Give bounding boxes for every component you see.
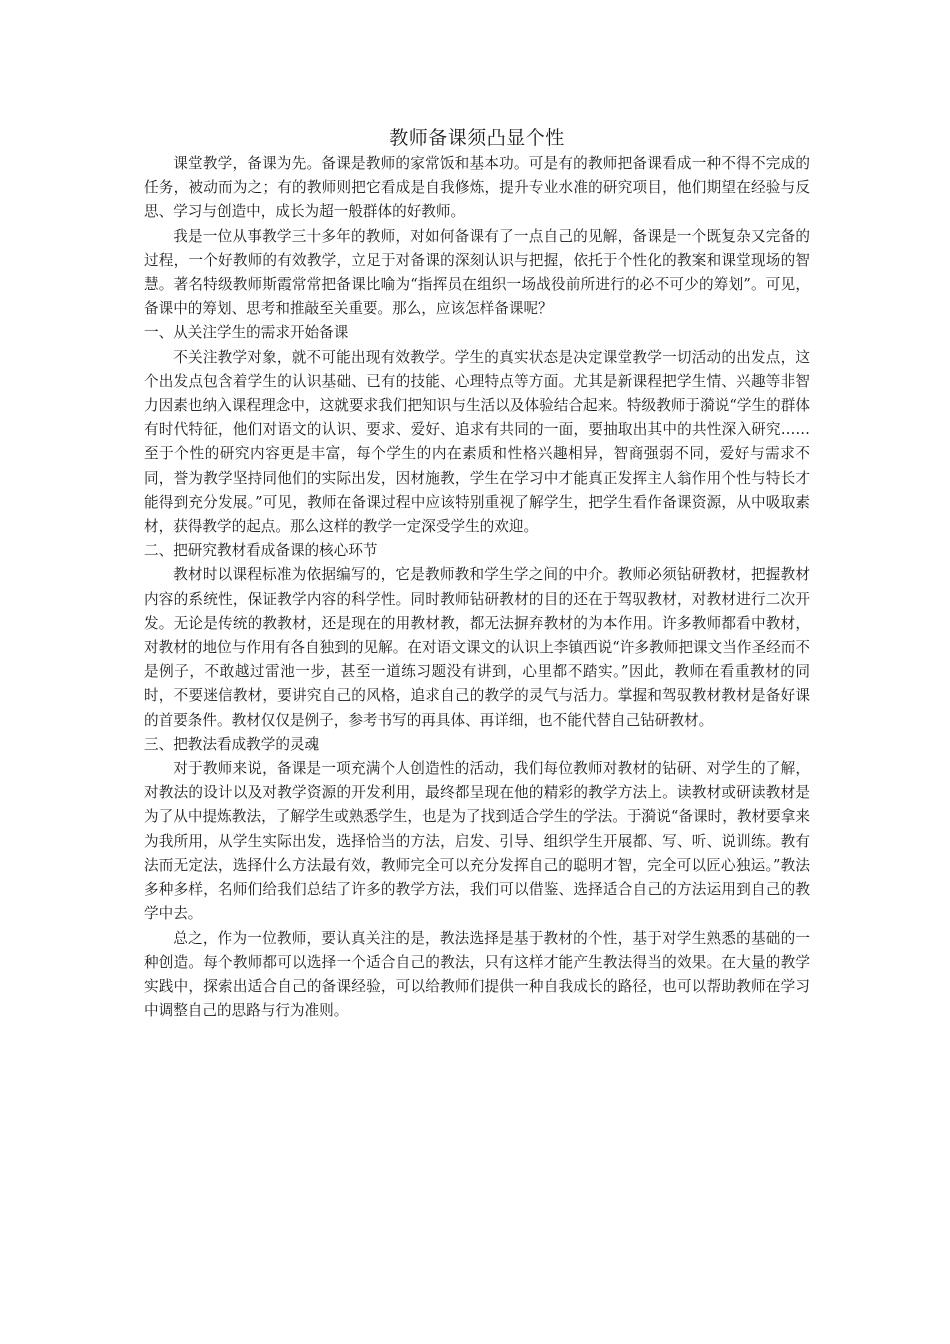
section-heading-3: 三、把教法看成教学的灵魂 [144, 735, 320, 753]
section-1-paragraph: 不关注教学对象，就不可能出现有效教学。学生的真实状态是决定课堂教学一切活动的出发点，这个出发点包含着学生的认识基础、已有的技能、心理特点等方面。尤其是新课程把学生情、兴趣等非智力因素也纳入课程理念中，这就要求我们把知识与生活以及体验结合起来。特级教师于漪说“学生的群体有时代特征，他们对语文的认识、要求、爱好、追求有共同的一面，要抽取出其中的共性深入研究……至于个性的研究内容更是丰富，每个学生的内在素质和性格兴趣相异，智商强弱不同，爱好与需求不同，誉为教学坚持同他们的实际出发，因材施教，学生在学习中才能真正发挥主人翁作用个性与特长才能得到充分发展。”可见，教师在备课过程中应该特别重视了解学生，把学生看作备课资源，从中吸取素材，获得教学的起点。那么这样的教学一定深受学生的欢迎。 [144, 348, 810, 536]
intro-paragraph-2: 我是一位从事教学三十多年的教师，对如何备课有了一点自己的见解，备课是一个既复杂又完备的过程，一个好教师的有效教学，立足于对备课的深刻认识与把握，依托于个性化的教案和课堂现场的智慧。著名特级教师斯霞常常把备课比喻为“指挥员在组织一场战役前所进行的必不可少的筹划”。可见，备课中的筹划、思考和推敲至关重要。那么，应该怎样备课呢？ [144, 227, 810, 318]
conclusion-paragraph: 总之，作为一位教师，要认真关注的是，教法选择是基于教材的个性，基于对学生熟悉的基础的一种创造。每个教师都可以选择一个适合自己的教法，只有这样才能产生教法得当的效果。在大量的教学实践中，探索出适合自己的备课经验，可以给教师们提供一种自我成长的路径，也可以帮助教师在学习中调整自己的思路与行为准则。 [144, 929, 810, 1020]
page-title: 教师备课须凸显个性 [389, 127, 565, 149]
document-body [144, 124, 810, 1023]
section-2-paragraph: 教材时以课程标准为依据编写的，它是教师教和学生学之间的中介。教师必须钻研教材，把握教材内容的系统性，保证教学内容的科学性。同时教师钻研教材的目的还在于驾驭教材，对教材进行二次开发。无论是传统的教教材，还是现在的用教材教，都无法摒弃教材的为本作用。许多教师都看中教材，对教材的地位与作用有各自独到的见解。在对语文课文的认识上李镇西说“许多教师把课文当作圣经而不是例子，不敢越过雷池一步，甚至一道练习题没有讲到，心里都不踏实。”因此，教师在看重教材的同时，不要迷信教材，要讲究自己的风格，追求自己的教学的灵气与活力。掌握和驾驭教材教材是备好课的首要条件。教材仅仅是例子，参考书写的再具体、再详细，也不能代替自己钻研教材。 [144, 566, 810, 729]
intro-paragraph-1: 课堂教学，备课为先。备课是教师的家常饭和基本功。可是有的教师把备课看成一种不得不完成的任务，被动而为之；有的教师则把它看成是自我修炼，提升专业水准的研究项目，他们期望在经验与反思、学习与创造中，成长为超一般群体的好教师。 [144, 155, 810, 221]
section-heading-2: 二、把研究教材看成备课的核心环节 [144, 542, 378, 560]
section-heading-1: 一、从关注学生的需求开始备课 [144, 324, 349, 342]
section-3-paragraph: 对于教师来说，备课是一项充满个人创造性的活动，我们每位教师对教材的钻研、对学生的了解，对教法的设计以及对教学资源的开发利用，最终都呈现在他的精彩的教学方法上。读教材或研读教材是为了从中提炼教法，了解学生或熟悉学生，也是为了找到适合学生的学法。于漪说“备课时，教材要拿来为我所用，从学生实际出发，选择恰当的方法，启发、引导、组织学生开展都、写、听、说训练。教有法而无定法，选择什么方法最有效，教师完全可以充分发挥自己的聪明才智，完全可以匠心独运。”教法多种多样，名师们给我们总结了许多的教学方法，我们可以借鉴、选择适合自己的方法运用到自己的教学中去。 [144, 760, 810, 923]
